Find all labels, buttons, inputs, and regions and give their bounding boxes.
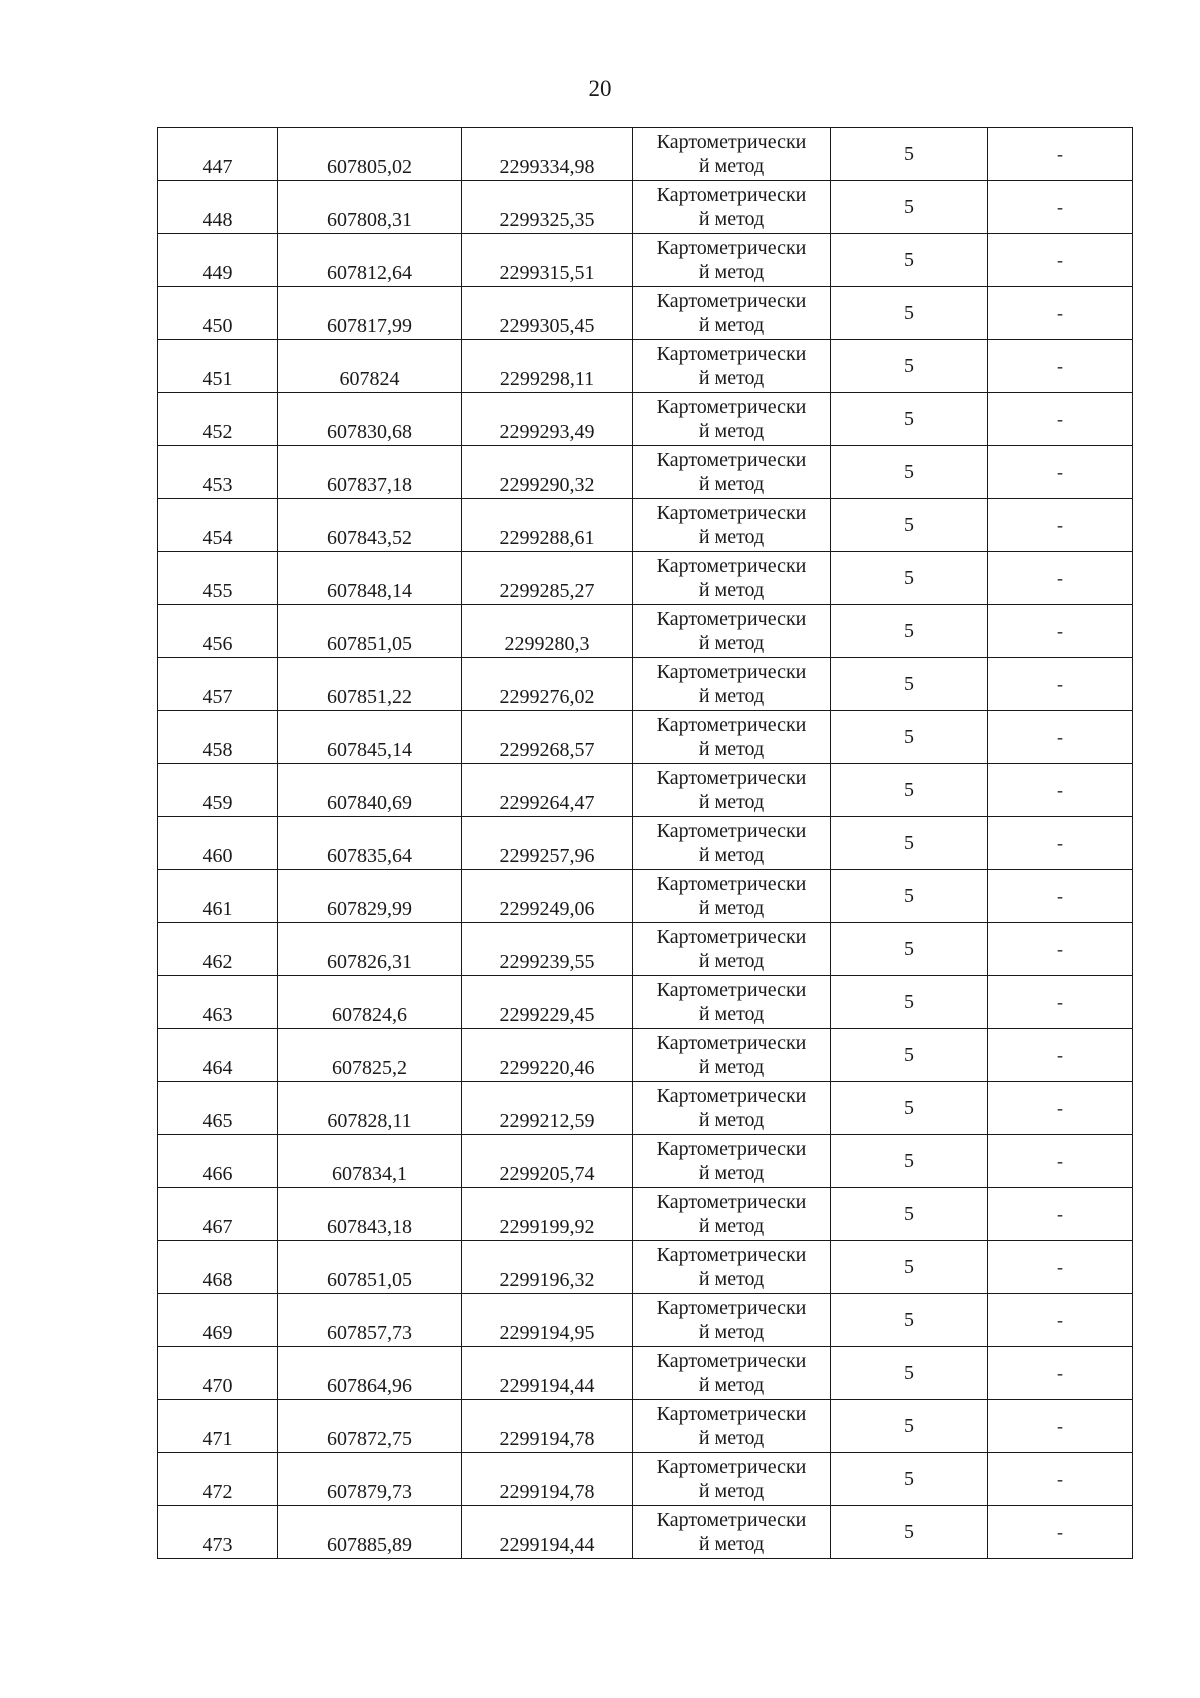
note-cell: - bbox=[988, 1453, 1133, 1506]
y-coordinate-cell: 2299293,49 bbox=[462, 393, 633, 446]
table-row bbox=[158, 1135, 1133, 1188]
method-label-line2: й метод bbox=[698, 1215, 765, 1237]
table-row bbox=[158, 1453, 1133, 1506]
method-label-line1: Картометрически bbox=[656, 820, 807, 842]
precision-cell: 5 bbox=[831, 870, 988, 923]
table-row bbox=[158, 658, 1133, 711]
table-row bbox=[158, 764, 1133, 817]
precision-cell: 5 bbox=[831, 1082, 988, 1135]
table-row bbox=[158, 1082, 1133, 1135]
point-number-cell: 464 bbox=[158, 1029, 278, 1082]
x-coordinate-cell: 607845,14 bbox=[278, 711, 462, 764]
x-coordinate-cell: 607840,69 bbox=[278, 764, 462, 817]
method-label-line1: Картометрически bbox=[656, 1244, 807, 1266]
method-cell bbox=[633, 1294, 831, 1347]
method-label-line1: Картометрически bbox=[656, 396, 807, 418]
point-number-cell: 470 bbox=[158, 1347, 278, 1400]
method-cell bbox=[633, 181, 831, 234]
y-coordinate-cell: 2299315,51 bbox=[462, 234, 633, 287]
table-row bbox=[158, 287, 1133, 340]
y-coordinate-cell: 2299280,3 bbox=[462, 605, 633, 658]
point-number-cell: 465 bbox=[158, 1082, 278, 1135]
precision-cell: 5 bbox=[831, 1506, 988, 1559]
precision-cell: 5 bbox=[831, 181, 988, 234]
table-row bbox=[158, 234, 1133, 287]
method-label-line2: й метод bbox=[698, 526, 765, 548]
x-coordinate-cell: 607872,75 bbox=[278, 1400, 462, 1453]
y-coordinate-cell: 2299194,44 bbox=[462, 1347, 633, 1400]
method-cell bbox=[633, 976, 831, 1029]
method-cell bbox=[633, 817, 831, 870]
y-coordinate-cell: 2299276,02 bbox=[462, 658, 633, 711]
method-label-line1: Картометрически bbox=[656, 1403, 807, 1425]
method-label-line1: Картометрически bbox=[656, 449, 807, 471]
x-coordinate-cell: 607808,31 bbox=[278, 181, 462, 234]
x-coordinate-cell: 607825,2 bbox=[278, 1029, 462, 1082]
table-row bbox=[158, 1347, 1133, 1400]
method-label-line2: й метод bbox=[698, 367, 765, 389]
method-cell bbox=[633, 605, 831, 658]
point-number-cell: 463 bbox=[158, 976, 278, 1029]
method-label-line2: й метод bbox=[698, 950, 765, 972]
method-cell bbox=[633, 711, 831, 764]
table-row bbox=[158, 552, 1133, 605]
point-number-cell: 455 bbox=[158, 552, 278, 605]
table-body bbox=[158, 128, 1133, 1559]
point-number-cell: 462 bbox=[158, 923, 278, 976]
table-row bbox=[158, 1188, 1133, 1241]
note-cell: - bbox=[988, 1241, 1133, 1294]
precision-cell: 5 bbox=[831, 764, 988, 817]
method-label-line2: й метод bbox=[698, 579, 765, 601]
y-coordinate-cell: 2299194,44 bbox=[462, 1506, 633, 1559]
x-coordinate-cell: 607828,11 bbox=[278, 1082, 462, 1135]
method-cell bbox=[633, 1400, 831, 1453]
y-coordinate-cell: 2299196,32 bbox=[462, 1241, 633, 1294]
x-coordinate-cell: 607824,6 bbox=[278, 976, 462, 1029]
table-row bbox=[158, 923, 1133, 976]
precision-cell: 5 bbox=[831, 552, 988, 605]
note-cell: - bbox=[988, 499, 1133, 552]
table-row bbox=[158, 340, 1133, 393]
precision-cell: 5 bbox=[831, 1241, 988, 1294]
point-number-cell: 461 bbox=[158, 870, 278, 923]
y-coordinate-cell: 2299264,47 bbox=[462, 764, 633, 817]
method-cell bbox=[633, 499, 831, 552]
method-label-line1: Картометрически bbox=[656, 873, 807, 895]
method-label-line1: Картометрически bbox=[656, 714, 807, 736]
x-coordinate-cell: 607843,18 bbox=[278, 1188, 462, 1241]
method-cell bbox=[633, 1082, 831, 1135]
precision-cell: 5 bbox=[831, 1029, 988, 1082]
table-row bbox=[158, 605, 1133, 658]
x-coordinate-cell: 607851,05 bbox=[278, 605, 462, 658]
method-cell bbox=[633, 393, 831, 446]
point-number-cell: 453 bbox=[158, 446, 278, 499]
y-coordinate-cell: 2299334,98 bbox=[462, 128, 633, 181]
note-cell: - bbox=[988, 1400, 1133, 1453]
y-coordinate-cell: 2299194,78 bbox=[462, 1400, 633, 1453]
method-cell bbox=[633, 287, 831, 340]
table-row bbox=[158, 128, 1133, 181]
x-coordinate-cell: 607848,14 bbox=[278, 552, 462, 605]
point-number-cell: 449 bbox=[158, 234, 278, 287]
note-cell: - bbox=[988, 1294, 1133, 1347]
table-row bbox=[158, 870, 1133, 923]
precision-cell: 5 bbox=[831, 287, 988, 340]
note-cell: - bbox=[988, 446, 1133, 499]
note-cell: - bbox=[988, 658, 1133, 711]
method-label-line1: Картометрически bbox=[656, 1350, 807, 1372]
y-coordinate-cell: 2299212,59 bbox=[462, 1082, 633, 1135]
method-cell bbox=[633, 1347, 831, 1400]
precision-cell: 5 bbox=[831, 128, 988, 181]
method-label-line2: й метод bbox=[698, 1321, 765, 1343]
precision-cell: 5 bbox=[831, 1135, 988, 1188]
y-coordinate-cell: 2299229,45 bbox=[462, 976, 633, 1029]
method-label-line1: Картометрически bbox=[656, 290, 807, 312]
y-coordinate-cell: 2299305,45 bbox=[462, 287, 633, 340]
method-label-line1: Картометрически bbox=[656, 1085, 807, 1107]
point-number-cell: 472 bbox=[158, 1453, 278, 1506]
precision-cell: 5 bbox=[831, 446, 988, 499]
note-cell: - bbox=[988, 287, 1133, 340]
method-label-line2: й метод bbox=[698, 420, 765, 442]
point-number-cell: 451 bbox=[158, 340, 278, 393]
note-cell: - bbox=[988, 1135, 1133, 1188]
method-label-line2: й метод bbox=[698, 685, 765, 707]
note-cell: - bbox=[988, 393, 1133, 446]
note-cell: - bbox=[988, 870, 1133, 923]
point-number-cell: 450 bbox=[158, 287, 278, 340]
method-label-line2: й метод bbox=[698, 1533, 765, 1555]
x-coordinate-cell: 607805,02 bbox=[278, 128, 462, 181]
method-label-line1: Картометрически bbox=[656, 926, 807, 948]
y-coordinate-cell: 2299268,57 bbox=[462, 711, 633, 764]
method-cell bbox=[633, 1135, 831, 1188]
y-coordinate-cell: 2299288,61 bbox=[462, 499, 633, 552]
x-coordinate-cell: 607812,64 bbox=[278, 234, 462, 287]
y-coordinate-cell: 2299249,06 bbox=[462, 870, 633, 923]
method-label-line2: й метод bbox=[698, 1003, 765, 1025]
x-coordinate-cell: 607843,52 bbox=[278, 499, 462, 552]
method-label-line1: Картометрически bbox=[656, 555, 807, 577]
x-coordinate-cell: 607830,68 bbox=[278, 393, 462, 446]
method-label-line1: Картометрически bbox=[656, 1456, 807, 1478]
method-label-line2: й метод bbox=[698, 844, 765, 866]
x-coordinate-cell: 607851,22 bbox=[278, 658, 462, 711]
method-label-line1: Картометрически bbox=[656, 184, 807, 206]
method-label-line1: Картометрически bbox=[656, 502, 807, 524]
method-label-line1: Картометрически bbox=[656, 608, 807, 630]
precision-cell: 5 bbox=[831, 340, 988, 393]
x-coordinate-cell: 607885,89 bbox=[278, 1506, 462, 1559]
point-number-cell: 469 bbox=[158, 1294, 278, 1347]
point-number-cell: 454 bbox=[158, 499, 278, 552]
note-cell: - bbox=[988, 764, 1133, 817]
method-cell bbox=[633, 1029, 831, 1082]
table-row bbox=[158, 446, 1133, 499]
method-label-line2: й метод bbox=[698, 1162, 765, 1184]
precision-cell: 5 bbox=[831, 976, 988, 1029]
method-label-line1: Картометрически bbox=[656, 1509, 807, 1531]
point-number-cell: 457 bbox=[158, 658, 278, 711]
note-cell: - bbox=[988, 234, 1133, 287]
point-number-cell: 471 bbox=[158, 1400, 278, 1453]
x-coordinate-cell: 607851,05 bbox=[278, 1241, 462, 1294]
x-coordinate-cell: 607835,64 bbox=[278, 817, 462, 870]
method-cell bbox=[633, 923, 831, 976]
method-cell bbox=[633, 552, 831, 605]
page-number: 20 bbox=[588, 76, 612, 101]
table-row bbox=[158, 1241, 1133, 1294]
note-cell: - bbox=[988, 1506, 1133, 1559]
method-cell bbox=[633, 1188, 831, 1241]
x-coordinate-cell: 607837,18 bbox=[278, 446, 462, 499]
coordinates-table bbox=[157, 127, 1133, 1559]
point-number-cell: 459 bbox=[158, 764, 278, 817]
method-label-line1: Картометрически bbox=[656, 343, 807, 365]
table-row bbox=[158, 393, 1133, 446]
method-label-line2: й метод bbox=[698, 1480, 765, 1502]
method-label-line2: й метод bbox=[698, 632, 765, 654]
note-cell: - bbox=[988, 1188, 1133, 1241]
table-row bbox=[158, 1400, 1133, 1453]
precision-cell: 5 bbox=[831, 1188, 988, 1241]
method-label-line1: Картометрически bbox=[656, 131, 807, 153]
method-cell bbox=[633, 658, 831, 711]
x-coordinate-cell: 607826,31 bbox=[278, 923, 462, 976]
y-coordinate-cell: 2299325,35 bbox=[462, 181, 633, 234]
method-label-line2: й метод bbox=[698, 738, 765, 760]
note-cell: - bbox=[988, 923, 1133, 976]
method-label-line1: Картометрически bbox=[656, 1032, 807, 1054]
point-number-cell: 448 bbox=[158, 181, 278, 234]
method-label-line1: Картометрически bbox=[656, 1191, 807, 1213]
point-number-cell: 452 bbox=[158, 393, 278, 446]
y-coordinate-cell: 2299290,32 bbox=[462, 446, 633, 499]
y-coordinate-cell: 2299194,95 bbox=[462, 1294, 633, 1347]
note-cell: - bbox=[988, 976, 1133, 1029]
table-row bbox=[158, 499, 1133, 552]
table-row bbox=[158, 976, 1133, 1029]
precision-cell: 5 bbox=[831, 658, 988, 711]
method-label-line1: Картометрически bbox=[656, 237, 807, 259]
method-cell bbox=[633, 870, 831, 923]
table-row bbox=[158, 1029, 1133, 1082]
note-cell: - bbox=[988, 128, 1133, 181]
method-cell bbox=[633, 1241, 831, 1294]
method-label-line2: й метод bbox=[698, 897, 765, 919]
method-label-line1: Картометрически bbox=[656, 1138, 807, 1160]
method-label-line1: Картометрически bbox=[656, 979, 807, 1001]
y-coordinate-cell: 2299285,27 bbox=[462, 552, 633, 605]
method-cell bbox=[633, 1453, 831, 1506]
precision-cell: 5 bbox=[831, 817, 988, 870]
method-cell bbox=[633, 1506, 831, 1559]
table-row bbox=[158, 711, 1133, 764]
x-coordinate-cell: 607864,96 bbox=[278, 1347, 462, 1400]
method-cell bbox=[633, 340, 831, 393]
note-cell: - bbox=[988, 340, 1133, 393]
point-number-cell: 458 bbox=[158, 711, 278, 764]
y-coordinate-cell: 2299298,11 bbox=[462, 340, 633, 393]
table-row bbox=[158, 817, 1133, 870]
method-label-line2: й метод bbox=[698, 261, 765, 283]
point-number-cell: 460 bbox=[158, 817, 278, 870]
x-coordinate-cell: 607834,1 bbox=[278, 1135, 462, 1188]
precision-cell: 5 bbox=[831, 1347, 988, 1400]
method-cell bbox=[633, 764, 831, 817]
x-coordinate-cell: 607817,99 bbox=[278, 287, 462, 340]
note-cell: - bbox=[988, 1082, 1133, 1135]
method-label-line1: Картометрически bbox=[656, 661, 807, 683]
y-coordinate-cell: 2299194,78 bbox=[462, 1453, 633, 1506]
x-coordinate-cell: 607879,73 bbox=[278, 1453, 462, 1506]
point-number-cell: 456 bbox=[158, 605, 278, 658]
note-cell: - bbox=[988, 817, 1133, 870]
precision-cell: 5 bbox=[831, 1400, 988, 1453]
note-cell: - bbox=[988, 1347, 1133, 1400]
precision-cell: 5 bbox=[831, 393, 988, 446]
method-label-line2: й метод bbox=[698, 473, 765, 495]
table-row bbox=[158, 181, 1133, 234]
method-label-line1: Картометрически bbox=[656, 1297, 807, 1319]
y-coordinate-cell: 2299239,55 bbox=[462, 923, 633, 976]
point-number-cell: 467 bbox=[158, 1188, 278, 1241]
method-label-line2: й метод bbox=[698, 791, 765, 813]
x-coordinate-cell: 607829,99 bbox=[278, 870, 462, 923]
method-label-line2: й метод bbox=[698, 1427, 765, 1449]
note-cell: - bbox=[988, 1029, 1133, 1082]
note-cell: - bbox=[988, 605, 1133, 658]
note-cell: - bbox=[988, 711, 1133, 764]
precision-cell: 5 bbox=[831, 923, 988, 976]
point-number-cell: 473 bbox=[158, 1506, 278, 1559]
method-label-line2: й метод bbox=[698, 314, 765, 336]
method-label-line2: й метод bbox=[698, 1056, 765, 1078]
point-number-cell: 466 bbox=[158, 1135, 278, 1188]
precision-cell: 5 bbox=[831, 234, 988, 287]
method-cell bbox=[633, 128, 831, 181]
y-coordinate-cell: 2299257,96 bbox=[462, 817, 633, 870]
table-row bbox=[158, 1506, 1133, 1559]
method-label-line2: й метод bbox=[698, 1374, 765, 1396]
precision-cell: 5 bbox=[831, 711, 988, 764]
precision-cell: 5 bbox=[831, 1453, 988, 1506]
y-coordinate-cell: 2299220,46 bbox=[462, 1029, 633, 1082]
method-label-line2: й метод bbox=[698, 1268, 765, 1290]
method-cell bbox=[633, 446, 831, 499]
x-coordinate-cell: 607824 bbox=[278, 340, 462, 393]
y-coordinate-cell: 2299205,74 bbox=[462, 1135, 633, 1188]
point-number-cell: 468 bbox=[158, 1241, 278, 1294]
note-cell: - bbox=[988, 181, 1133, 234]
method-cell bbox=[633, 234, 831, 287]
method-label-line2: й метод bbox=[698, 1109, 765, 1131]
precision-cell: 5 bbox=[831, 1294, 988, 1347]
x-coordinate-cell: 607857,73 bbox=[278, 1294, 462, 1347]
point-number-cell: 447 bbox=[158, 128, 278, 181]
precision-cell: 5 bbox=[831, 499, 988, 552]
method-label-line2: й метод bbox=[698, 155, 765, 177]
method-label-line1: Картометрически bbox=[656, 767, 807, 789]
precision-cell: 5 bbox=[831, 605, 988, 658]
y-coordinate-cell: 2299199,92 bbox=[462, 1188, 633, 1241]
note-cell: - bbox=[988, 552, 1133, 605]
method-label-line2: й метод bbox=[698, 208, 765, 230]
table-row bbox=[158, 1294, 1133, 1347]
